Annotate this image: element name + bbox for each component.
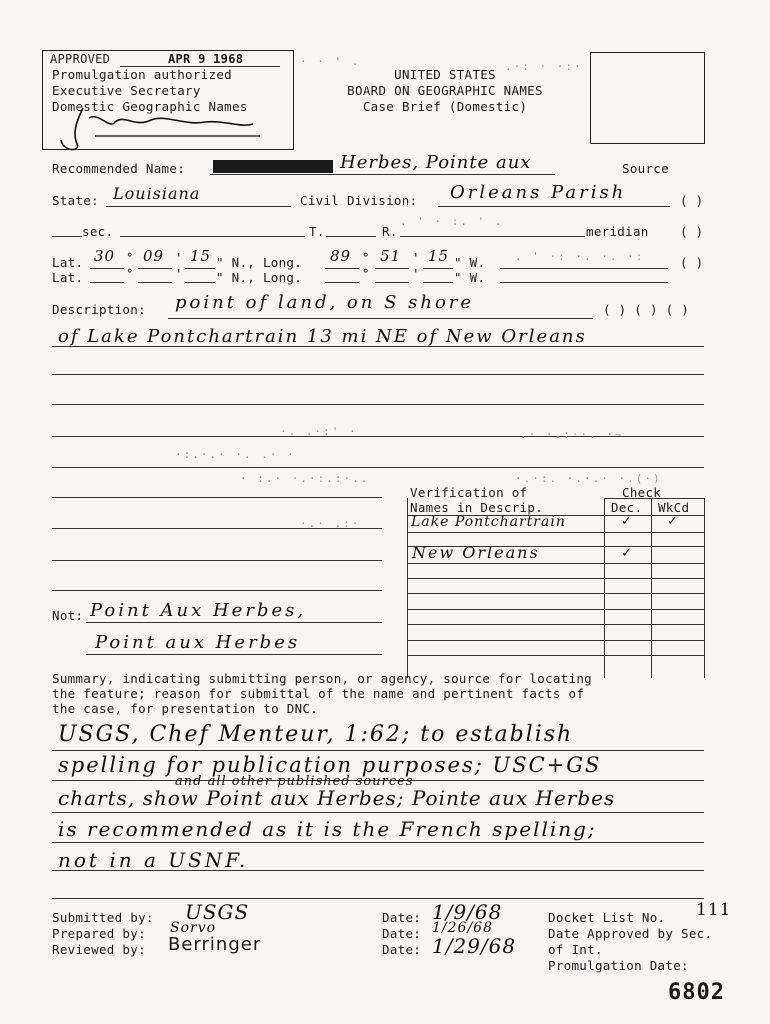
description-line-2: of Lake Pontchartrain 13 mi NE of New Orleans <box>58 326 587 347</box>
lat2-n-long: " N., Long. <box>216 270 303 285</box>
meridian-label: meridian <box>586 224 649 239</box>
summary-line-2: the feature; reason for submittal of the name and pertinent facts of <box>52 686 585 701</box>
approval-line-3: Domestic Geographic Names <box>52 99 248 114</box>
date-label-2: Date: <box>382 926 422 941</box>
lat-minutes: 09 <box>143 247 165 265</box>
description-label: Description: <box>52 302 146 317</box>
docket-label: Docket List No. <box>548 910 666 925</box>
date-approved-label: Date Approved by Sec. <box>548 926 713 941</box>
description-line-1: point of land, on S shore <box>175 292 475 313</box>
prepared-by-label: Prepared by: <box>52 926 146 941</box>
scan-noise: · · ' . <box>300 55 361 68</box>
docket-value: 111 <box>696 900 732 920</box>
of-int-label: of Int. <box>548 942 603 957</box>
summary-line-1: Summary, indicating submitting person, or agency, source for locating <box>52 671 592 686</box>
reviewed-by-label: Reviewed by: <box>52 942 146 957</box>
scan-noise: .· ·.:··. ·~ <box>520 428 624 441</box>
wkcd-header: WkCd <box>658 500 690 515</box>
scan-noise: ·.· .:· <box>300 517 361 530</box>
not-label: Not: <box>52 608 84 623</box>
approved-date: APR 9 1968 <box>168 52 244 66</box>
not-line-2: Point aux Herbes <box>95 632 301 653</box>
lat-n-long: " N., Long. <box>216 255 303 270</box>
summary-hand-2: spelling for publication purposes; USC+GS <box>58 753 602 777</box>
stamp-box <box>590 52 705 144</box>
date-label-3: Date: <box>382 942 422 957</box>
long-minutes: 51 <box>380 247 402 265</box>
approval-line-2: Executive Secretary <box>52 83 201 98</box>
scan-noise: . ' · :. ' . <box>400 215 504 228</box>
civil-division-label: Civil Division: <box>300 193 418 208</box>
lat-label-2: Lat. <box>52 270 84 285</box>
redacted-mark <box>213 160 333 173</box>
dec-header: Dec. <box>611 500 643 515</box>
check-header: Check <box>622 485 662 500</box>
approved-label: APPROVED <box>50 52 111 66</box>
long-seconds: 15 <box>428 247 450 265</box>
lat-seconds: 15 <box>190 247 212 265</box>
state-value: Louisiana <box>113 184 201 203</box>
verification-row-name-1: Lake Pontchartrain <box>411 514 566 530</box>
not-line-1: Point Aux Herbes, <box>90 600 307 621</box>
summary-hand-4: is recommended as it is the French spelling; <box>58 817 597 841</box>
summary-hand-1: USGS, Chef Menteur, 1:62; to establish <box>58 722 574 747</box>
civil-division-paren: ( ) <box>680 193 704 208</box>
prepared-by-value: Sorvo <box>170 920 217 936</box>
recommended-name-value: Herbes, Pointe aux <box>340 152 532 173</box>
verification-row-dec-2: ✓ <box>622 543 632 561</box>
verification-row-wkcd-1: ✓ <box>668 513 677 529</box>
scan-noise: ·:.·.· ·. .· · <box>175 448 296 461</box>
promulgation-date-label: Promulgation Date: <box>548 958 689 973</box>
lat-row-paren: ( ) <box>680 255 704 270</box>
reviewed-by-value: Berringer <box>168 934 262 955</box>
date-label-1: Date: <box>382 910 422 925</box>
sec-row-paren: ( ) <box>680 224 704 239</box>
submitted-by-value: USGS <box>185 900 250 924</box>
verification-title-2: Names in Descrip. <box>410 500 544 515</box>
submitted-by-label: Submitted by: <box>52 910 154 925</box>
scan-noise: ·. .·:' · <box>280 425 358 438</box>
verification-row-name-2: New Orleans <box>412 543 540 562</box>
date-value-1: 1/9/68 <box>432 900 503 924</box>
header-line-2: BOARD ON GEOGRAPHIC NAMES <box>347 83 543 98</box>
approval-line-1: Promulgation authorized <box>52 67 232 82</box>
summary-hand-3: charts, show Point aux Herbes; Pointe aux Herbes <box>58 786 616 810</box>
date-value-2: 1/26/68 <box>432 920 493 936</box>
scan-noise: · :.· ·.·:.:·.. <box>240 472 370 485</box>
scan-noise: ·.·:. ·.·.· ·.(·) <box>515 472 662 485</box>
lat-w: " W. <box>454 255 486 270</box>
scan-noise: . ' ·: ·. ·. ·: <box>515 250 645 263</box>
lat-degrees: 30 <box>94 247 116 265</box>
recommended-name-label: Recommended Name: <box>52 161 186 176</box>
township-label: T. <box>309 224 325 239</box>
sec-label: sec. <box>82 224 114 239</box>
summary-line-3: the case, for presentation to DNC. <box>52 701 319 716</box>
date-value-3: 1/29/68 <box>432 934 517 958</box>
lat2-w: " W. <box>454 270 486 285</box>
civil-division-value: Orleans Parish <box>450 182 627 203</box>
range-label: R. <box>382 224 398 239</box>
state-label: State: <box>52 193 99 208</box>
verification-title-1: Verification of <box>410 485 528 500</box>
verification-row-dec-1: ✓ <box>622 513 631 529</box>
header-line-3: Case Brief (Domestic) <box>362 99 528 114</box>
long-degrees: 89 <box>330 247 352 265</box>
summary-insert: and all other published sources <box>175 774 414 789</box>
approval-signature <box>55 100 275 155</box>
description-parens: ( ) ( ) ( ) <box>603 302 690 317</box>
summary-hand-5: not in a USNF. <box>58 848 249 872</box>
page-number: 6802 <box>668 980 725 1005</box>
scan-noise: .·: · ·:· <box>505 60 583 73</box>
lat-label-1: Lat. <box>52 255 84 270</box>
source-label: Source <box>622 161 669 176</box>
header-line-1: UNITED STATES <box>394 67 496 82</box>
